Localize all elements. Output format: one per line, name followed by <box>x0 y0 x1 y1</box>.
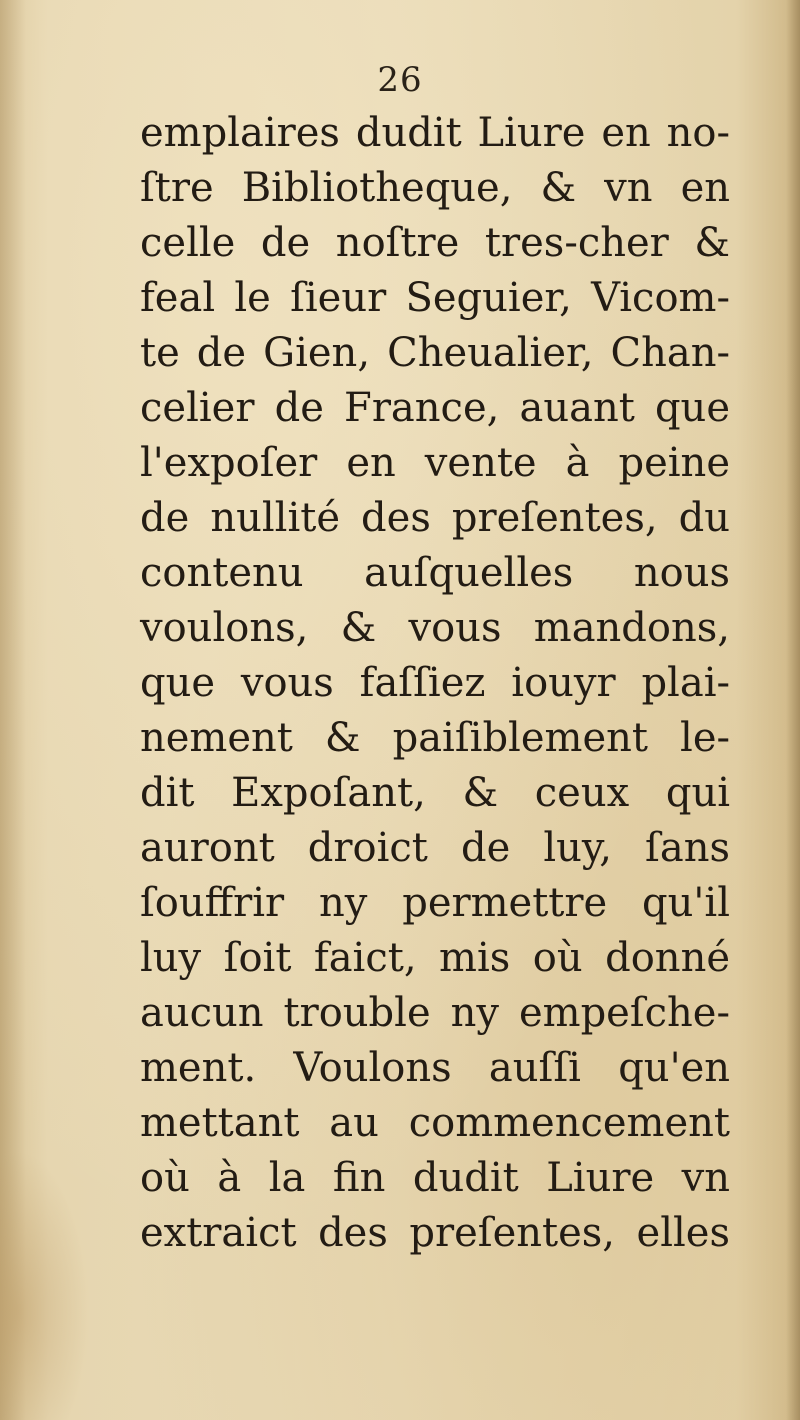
text-line: l'expoſer en vente à peine <box>140 440 730 486</box>
text-line: nement & paiſiblement le- <box>140 715 730 761</box>
text-line: extraict des preſentes, elles <box>140 1210 730 1256</box>
text-line: ſouffrir ny permettre qu'il <box>140 880 730 926</box>
body-text <box>140 106 730 1261</box>
text-line: où à la fin dudit Liure vn <box>140 1155 730 1201</box>
text-line: dit Expoſant, & ceux qui <box>140 770 730 816</box>
text-line: celier de France, auant que <box>140 385 730 431</box>
text-line: ment. Voulons auſſi qu'en <box>140 1045 730 1091</box>
text-line: te de Gien, Cheualier, Chan- <box>140 330 730 376</box>
text-line: auront droict de luy, ſans <box>140 825 730 871</box>
text-line: luy ſoit faict, mis où donné <box>140 935 730 981</box>
text-line: voulons, & vous mandons, <box>140 605 730 651</box>
page-number: 26 <box>377 60 423 100</box>
text-line: que vous faſſiez iouyr plai- <box>140 660 730 706</box>
text-line: aucun trouble ny empeſche- <box>140 990 730 1036</box>
text-line: emplaires dudit Liure en no- <box>140 110 730 156</box>
text-line: mettant au commencement <box>140 1100 730 1146</box>
text-line: contenu auſquelles nous <box>140 550 730 596</box>
text-line: de nullité des preſentes, du <box>140 495 730 541</box>
paper-stain <box>0 1150 90 1420</box>
text-line: ſtre Bibliotheque, & vn en <box>140 165 730 211</box>
page-edge-shadow-right <box>786 0 800 1420</box>
text-line: celle de noſtre tres-cher & <box>140 220 730 266</box>
text-line: feal le ſieur Seguier, Vicom- <box>140 275 730 321</box>
